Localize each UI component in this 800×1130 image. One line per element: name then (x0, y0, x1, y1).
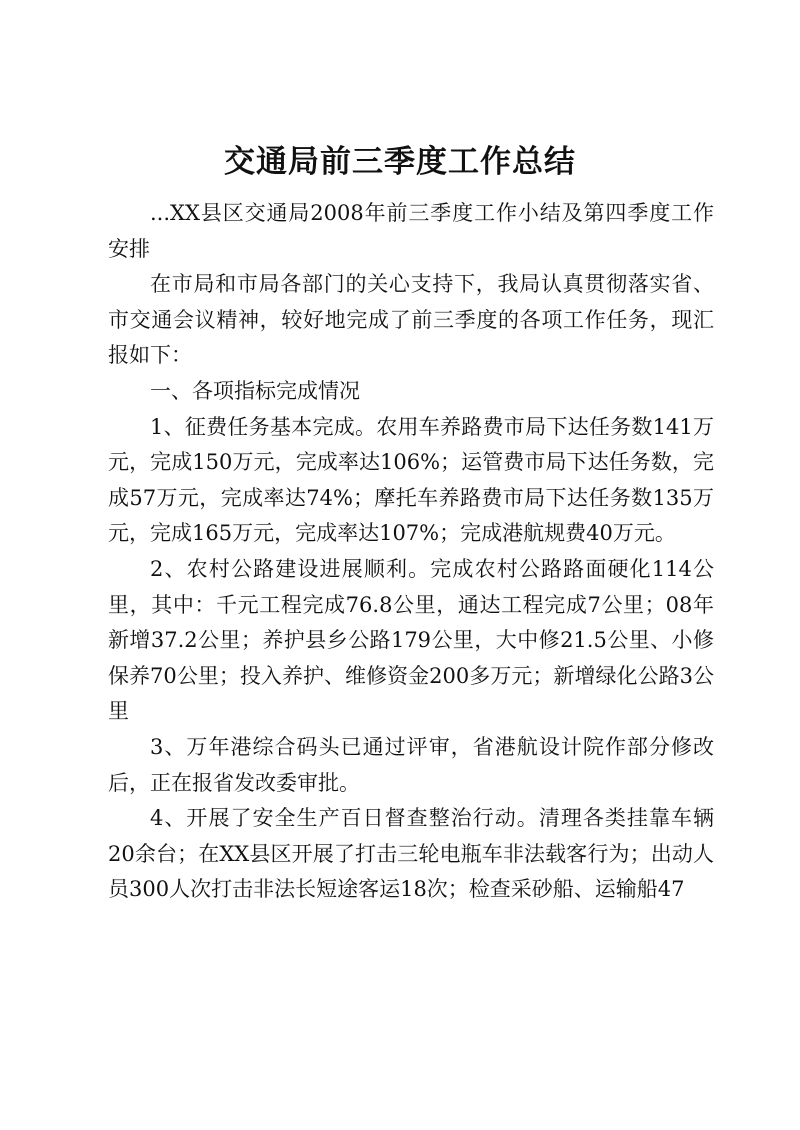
document-body (108, 196, 714, 908)
port-paragraph: 3、万年港综合码头已通过评审，省港航设计院作部分修改后，正在报省发改委审批。 (108, 734, 714, 795)
road-paragraph: 2、农村公路建设进展顺利。完成农村公路路面硬化114公里，其中：千元工程完成76.8公里，通达工程完成7公里；08年新增37.2公里；养护县乡公路179公里，大中修21.5公里、小修保养70公里；投入养护、维修资金200多万元；新增绿化公路3公里 (108, 556, 714, 724)
intro-paragraph: 在市局和市局各部门的关心支持下，我局认真贯彻落实省、市交通会议精神，较好地完成了前三季度的各项工作任务，现汇报如下： (108, 272, 714, 368)
document-title: 交通局前三季度工作总结 (224, 144, 576, 180)
subtitle-paragraph: ...XX县区交通局2008年前三季度工作小结及第四季度工作安排 (108, 201, 714, 261)
section-heading: 一、各项指标完成情况 (150, 378, 360, 403)
fee-paragraph: 1、征费任务基本完成。农用车养路费市局下达任务数141万元，完成150万元，完成率达106%；运管费市局下达任务数，完成57万元，完成率达74%；摩托车养路费市局下达任务数135万元，完成165万元，完成率达107%；完成港航规费40万元。 (108, 414, 714, 546)
safety-paragraph: 4、开展了安全生产百日督查整治行动。清理各类挂靠车辆20余台；在XX县区开展了打击三轮电瓶车非法载客行为；出动人员300人次打击非法长短途客运18次；检查采砂船、运输船47 (108, 806, 714, 902)
